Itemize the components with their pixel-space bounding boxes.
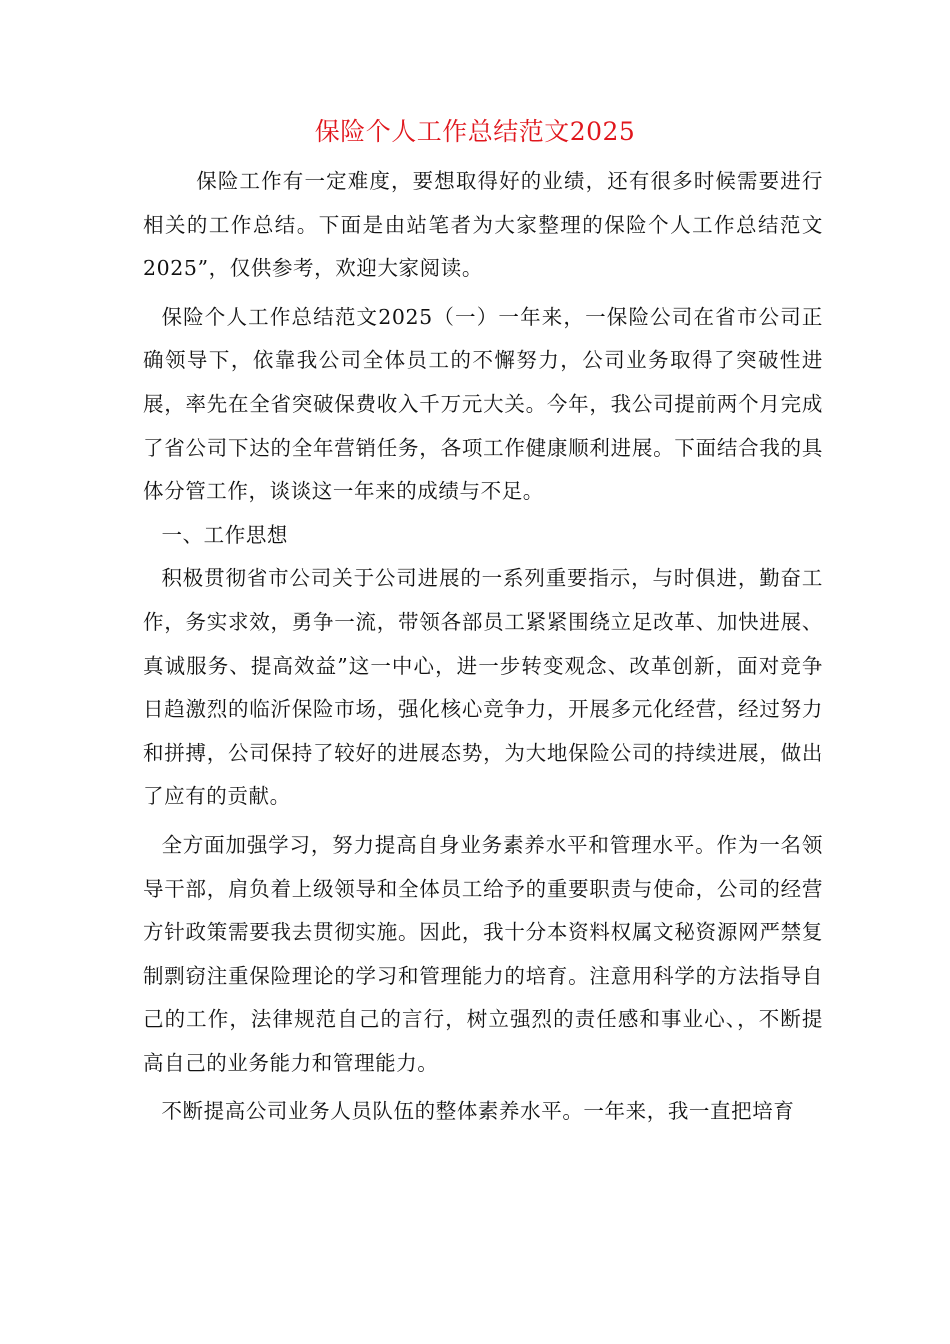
intro-paragraph: 保险工作有一定难度，要想取得好的业绩，还有很多时候需要进行相关的工作总结。下面是由站笔者为大家整理的保险个人工作总结范文2025”，仅供参考，欢迎大家阅读。	[143, 169, 823, 281]
summary-paragraph: 保险个人工作总结范文2025（一）一年来，一保险公司在省市公司正确领导下，依靠我公司全体员工的不懈努力，公司业务取得了突破性进展，率先在全省突破保费收入千万元大关。今年，我公司提前两个月完成了省公司下达的全年营销任务，各项工作健康顺利进展。下面结合我的具体分管工作，谈谈这一年来的成绩与不足。	[143, 304, 823, 504]
document-title: 保险个人工作总结范文2025	[314, 117, 636, 146]
study-paragraph: 全方面加强学习，努力提高自身业务素养水平和管理水平。作为一名领导干部，肩负着上级领导和全体员工给予的重要职责与使命，公司的经营方针政策需要我去贯彻实施。因此，我十分本资料权属文秘资源网严禁复制剽窃注重保险理论的学习和管理能力的培育。注意用科学的方法指导自己的工作，法律规范自己的言行，树立强烈的责任感和事业心、，不断提高自己的业务能力和管理能力。	[143, 832, 823, 1075]
section-heading: 一、工作思想	[161, 522, 289, 547]
team-paragraph: 不断提高公司业务人员队伍的整体素养水平。一年来，我一直把培育	[161, 1099, 795, 1124]
work-thought-paragraph: 积极贯彻省市公司关于公司进展的一系列重要指示，与时俱进，勤奋工作，务实求效，勇争一流，带领各部员工紧紧围绕立足改革、加快进展、真诚服务、提高效益”这一中心，进一步转变观念、改革创新，面对竞争日趋激烈的临沂保险市场，强化核心竞争力，开展多元化经营，经过努力和拼搏，公司保持了较好的进展态势，为大地保险公司的持续进展，做出了应有的贡献。	[143, 566, 823, 809]
document-body	[143, 160, 823, 1134]
